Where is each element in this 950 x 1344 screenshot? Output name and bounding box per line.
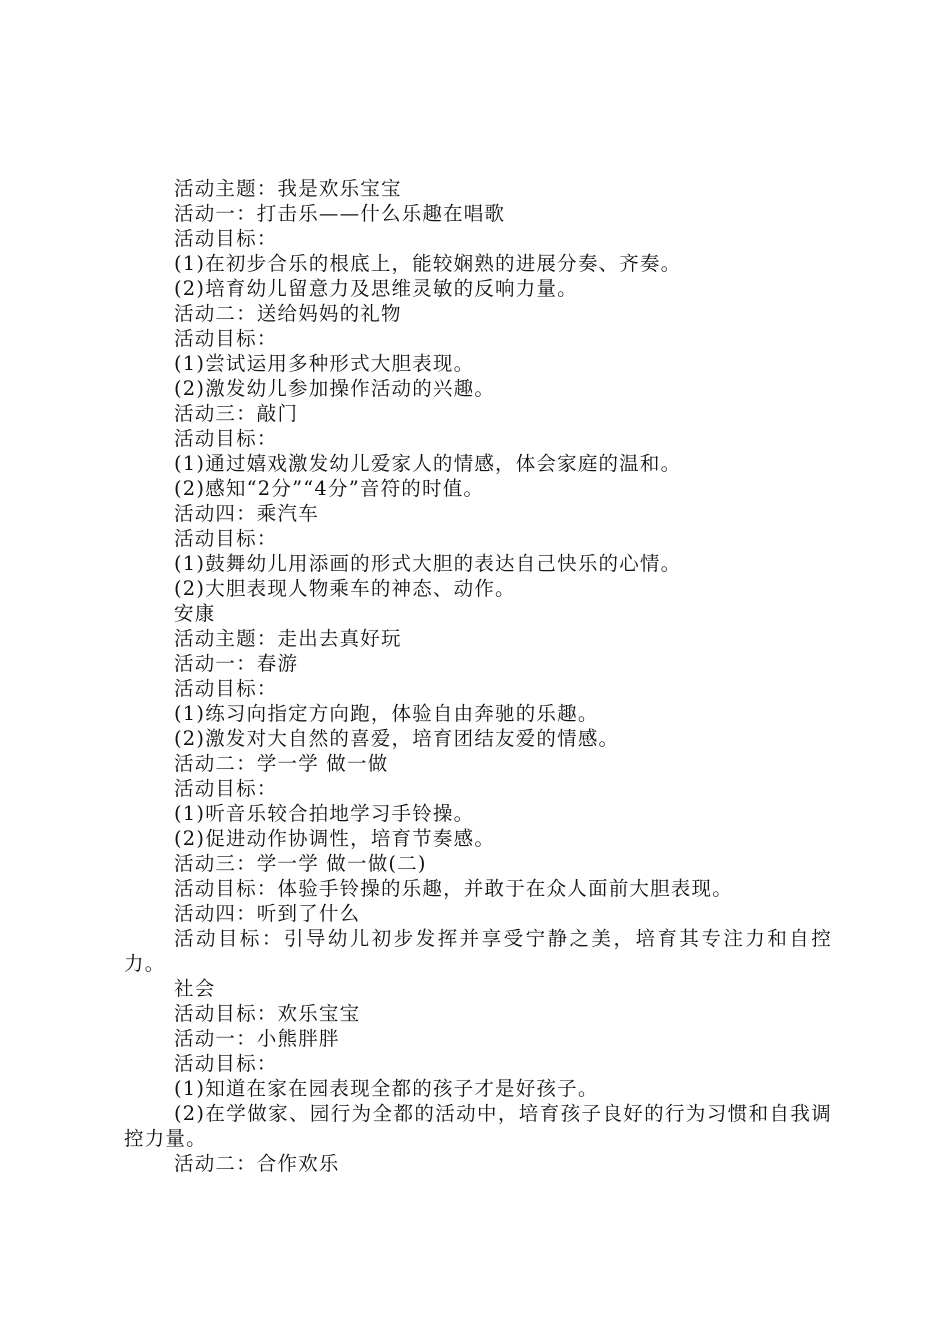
text-line: 活动三：学一学 做一做(二): [174, 852, 427, 875]
text-line: (2)大胆表现人物乘车的神态、动作。: [174, 577, 516, 600]
text-line: 活动目标：: [174, 427, 278, 450]
text-line: (2)激发对大自然的喜爱，培育团结友爱的情感。: [174, 727, 620, 750]
text-line: (1)练习向指定方向跑，体验自由奔驰的乐趣。: [174, 702, 599, 725]
text-line: 活动一：小熊胖胖: [174, 1027, 340, 1050]
text-line: (1)鼓舞幼儿用添画的形式大胆的表达自己快乐的心情。: [174, 552, 682, 575]
text-line: 活动三：敲门: [174, 402, 299, 425]
text-line: (2)激发幼儿参加操作活动的兴趣。: [174, 377, 496, 400]
text-line: 活动一：春游: [174, 652, 299, 675]
text-line: (1)通过嬉戏激发幼儿爱家人的情感，体会家庭的温和。: [174, 452, 682, 475]
text-line: 活动二：学一学 做一做: [174, 752, 389, 775]
text-line: (1)在初步合乐的根底上，能较娴熟的进展分奏、齐奏。: [174, 252, 682, 275]
text-line: 活动主题：走出去真好玩: [174, 627, 402, 650]
text-line: 活动目标：: [174, 677, 278, 700]
text-line: 活动目标：: [174, 777, 278, 800]
text-line: 活动四：乘汽车: [174, 502, 319, 525]
text-line: 活动二：送给妈妈的礼物: [174, 302, 402, 325]
text-line: 活动目标：体验手铃操的乐趣，并敢于在众人面前大胆表现。: [174, 877, 733, 900]
section-heading: 安康: [174, 602, 216, 625]
text-line: 活动目标：: [174, 227, 278, 250]
text-line: 活动一：打击乐——什么乐趣在唱歌: [174, 202, 506, 225]
text-line: (1)知道在家在园表现全都的孩子才是好孩子。: [174, 1077, 599, 1100]
text-line: (2)感知“2分”“4分”音符的时值。: [174, 477, 485, 500]
text-line: (2)促进动作协调性，培育节奏感。: [174, 827, 496, 850]
text-line: (2)培育幼儿留意力及思维灵敏的反响力量。: [174, 277, 578, 300]
text-line: 活动目标：: [174, 1052, 278, 1075]
text-line: (1)听音乐较合拍地学习手铃操。: [174, 802, 475, 825]
section-heading: 社会: [174, 977, 216, 1000]
paragraph: 活动目标：引导幼儿初步发挥并享受宁静之美，培育其专注力和自控力。: [124, 927, 832, 975]
text-line: 活动目标：欢乐宝宝: [174, 1002, 361, 1025]
text-line: 活动主题：我是欢乐宝宝: [174, 177, 402, 200]
text-line: 活动四：听到了什么: [174, 902, 361, 925]
text-line: 活动目标：: [174, 527, 278, 550]
text-line: (1)尝试运用多种形式大胆表现。: [174, 352, 475, 375]
paragraph: (2)在学做家、园行为全都的活动中，培育孩子良好的行为习惯和自我调控力量。: [124, 1102, 832, 1150]
text-line: 活动目标：: [174, 327, 278, 350]
document-body: [124, 176, 844, 1176]
text-line: 活动二：合作欢乐: [174, 1152, 340, 1175]
